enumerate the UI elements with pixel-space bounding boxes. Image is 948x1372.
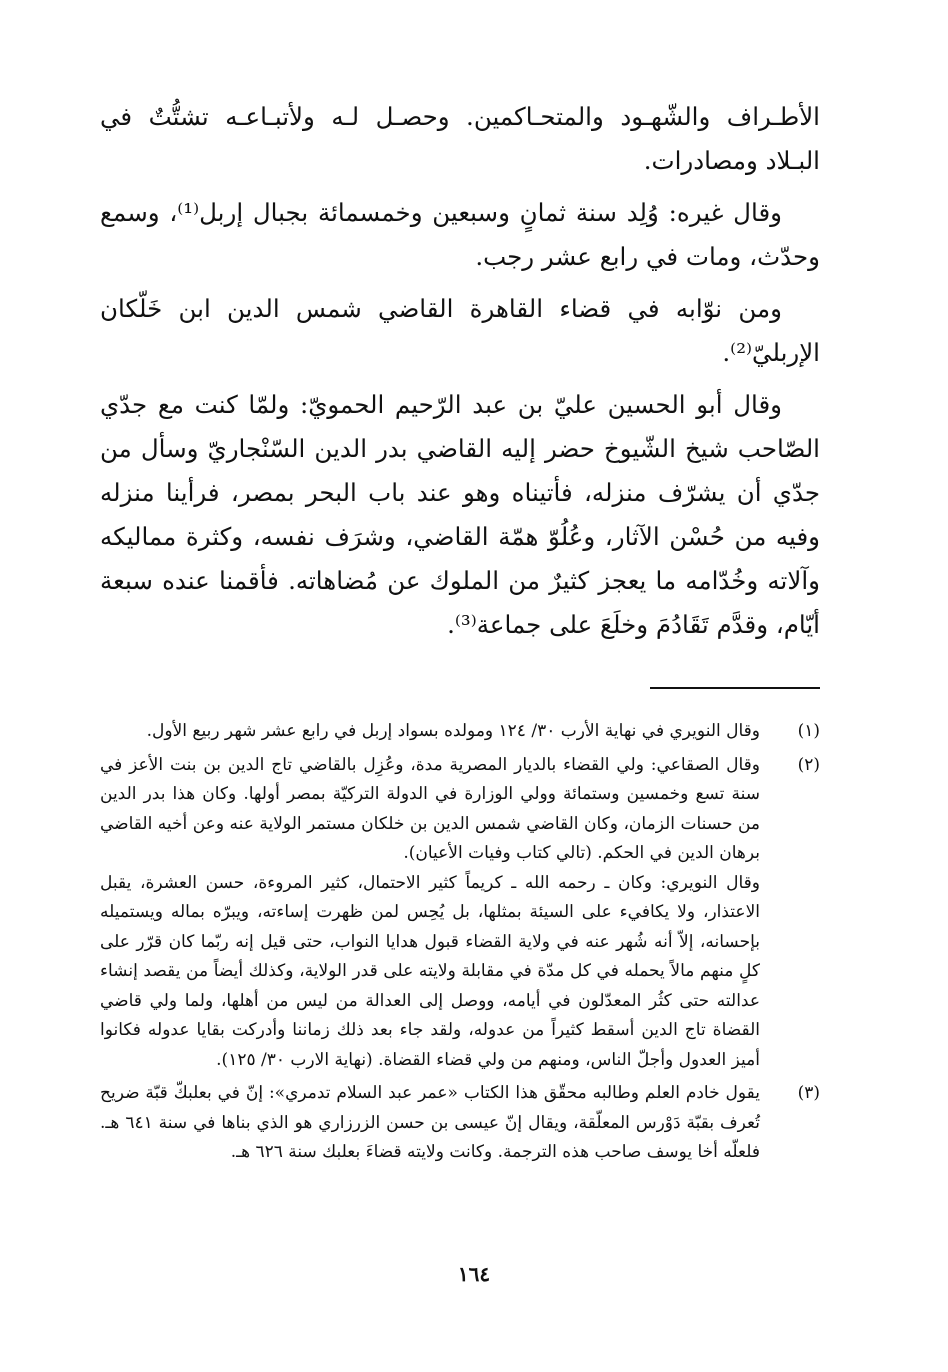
- footnote-body: [100, 717, 760, 747]
- footnote-paragraph: وقال النويري: وكان ـ رحمه الله ـ كريماً كثير الاحتمال، كثير المروءة، حسن العشرة، يقبل الاعتذار، ولا يكافيء على السيئة بمثلها، بل يُحِس لمن ظهرت إساءته، ويبرّه بماله ويستميله بإحسانه، إلاّ أنه شُهر عنه في ولاية القضاء قبول هدايا النواب، حتى قيل إنه ربّما كان قرّر على كلٍ منهم مالاً يحمله في كل مدّة في مقابلة ولايته على قدر الولاية، وكذلك أيضاً من يقصد إنشاء عدالته حتى كثُر المعدّلون في أيامه، ووصل إلى العدالة من ليس من أهلها، ولما ولي قاضي القضاة تاج الدين أسقط كثيراً من عدوله، ولقد جاء بعد ذلك زماننا وأدركت بقايا عدوله فكانوا أميز العدول وأجلّ الناس، ومنهم من ولي قضاء القضاة. (نهاية الارب ٣٠/ ١٢٥).: [100, 872, 760, 1070]
- main-paragraph-2: وقال غيره: وُلِد سنة ثمانٍ وسبعين وخمسمائة بجبال إربل⁽¹⁾، وسمع وحدّث، ومات في رابع عشر رجب.: [100, 198, 820, 271]
- book-page: [100, 95, 820, 1172]
- main-paragraph-4: وقال أبو الحسين عليّ بن عبد الرّحيم الحمويّ: ولمّا كنت مع جدّي الصّاحب شيخ الشّيوخ حضر إليه القاضي بدر الدين السّنْجاريّ وسأل من جدّي أن يشرّف منزله، فأتيناه وهو عند باب البحر بمصر، فرأينا منزله وفيه من حُسْن الآثار، وعُلُوّ همّة القاضي، وشرَف نفسه، وكثرة مماليكه وآلاته وخُدّامه ما يعجز كثيرٌ من الملوك عن مُضاهاته. فأقمنا عنده سبعة أيّام، وقدَّم تَقَادُمَ وخلَعَ على جماعة⁽³⁾.: [100, 390, 820, 639]
- footnote-3: [100, 1079, 820, 1168]
- footnote-1: [100, 717, 820, 747]
- footnote-paragraph: يقول خادم العلم وطالبه محقّق هذا الكتاب «عمر عبد السلام تدمري»: إنّ في بعلبكّ قبّة ضريح تُعرف بقبّة دَوْرس المعلّقة، ويقال إنّ عيسى بن حسن الزرزاري هو الذي بناها في سنة ٦٤١ هـ. فلعلّه أخا يوسف صاحب هذه الترجمة. وكانت ولايته قضاءَ بعلبك سنة ٦٢٦ هـ.: [100, 1083, 760, 1162]
- footnote-paragraph: وقال الصقاعي: ولي القضاء بالديار المصرية مدة، وعُزِل بالقاضي تاج الدين بن بنت الأعز في سنة تسع وخمسين وستمائة وولي الوزارة في الدولة التركيّة بمصر أولها. وكان هذا بدر الدين من حسنات الزمان، وكان القاضي شمس الدين بن خلكان مستمر الولاية عنه وعن أخيه القاضي برهان الدين في الحكم. (تالي كتاب وفيات الأعيان).: [100, 754, 760, 863]
- main-paragraph-3: ومن نوّابه في قضاء القاهرة القاضي شمس الدين ابن خَلّكان الإربليّ⁽²⁾.: [100, 294, 820, 367]
- footnote-number: (١): [797, 721, 820, 741]
- footnotes: [100, 717, 820, 1168]
- footnote-paragraph: وقال النويري في نهاية الأرب ٣٠/ ١٢٤ ومولده بسواد إربل في رابع عشر شهر ربيع الأول.: [146, 721, 760, 741]
- footnote-body: [100, 1079, 760, 1168]
- footnote-separator: [650, 687, 820, 689]
- main-paragraph-1: الأطـراف والشّهـود والمتحـاكمين. وحصـل لـه ولأتبـاعـه تشتُّتٌ في البـلاد ومصادرات.: [100, 102, 820, 175]
- footnote-body: [100, 751, 760, 1076]
- footnote-number: (٣): [797, 1083, 820, 1103]
- page-number: ١٦٤: [457, 1262, 491, 1286]
- footnote-2: [100, 751, 820, 1076]
- main-text: [100, 95, 820, 647]
- footnote-number: (٢): [797, 754, 820, 775]
